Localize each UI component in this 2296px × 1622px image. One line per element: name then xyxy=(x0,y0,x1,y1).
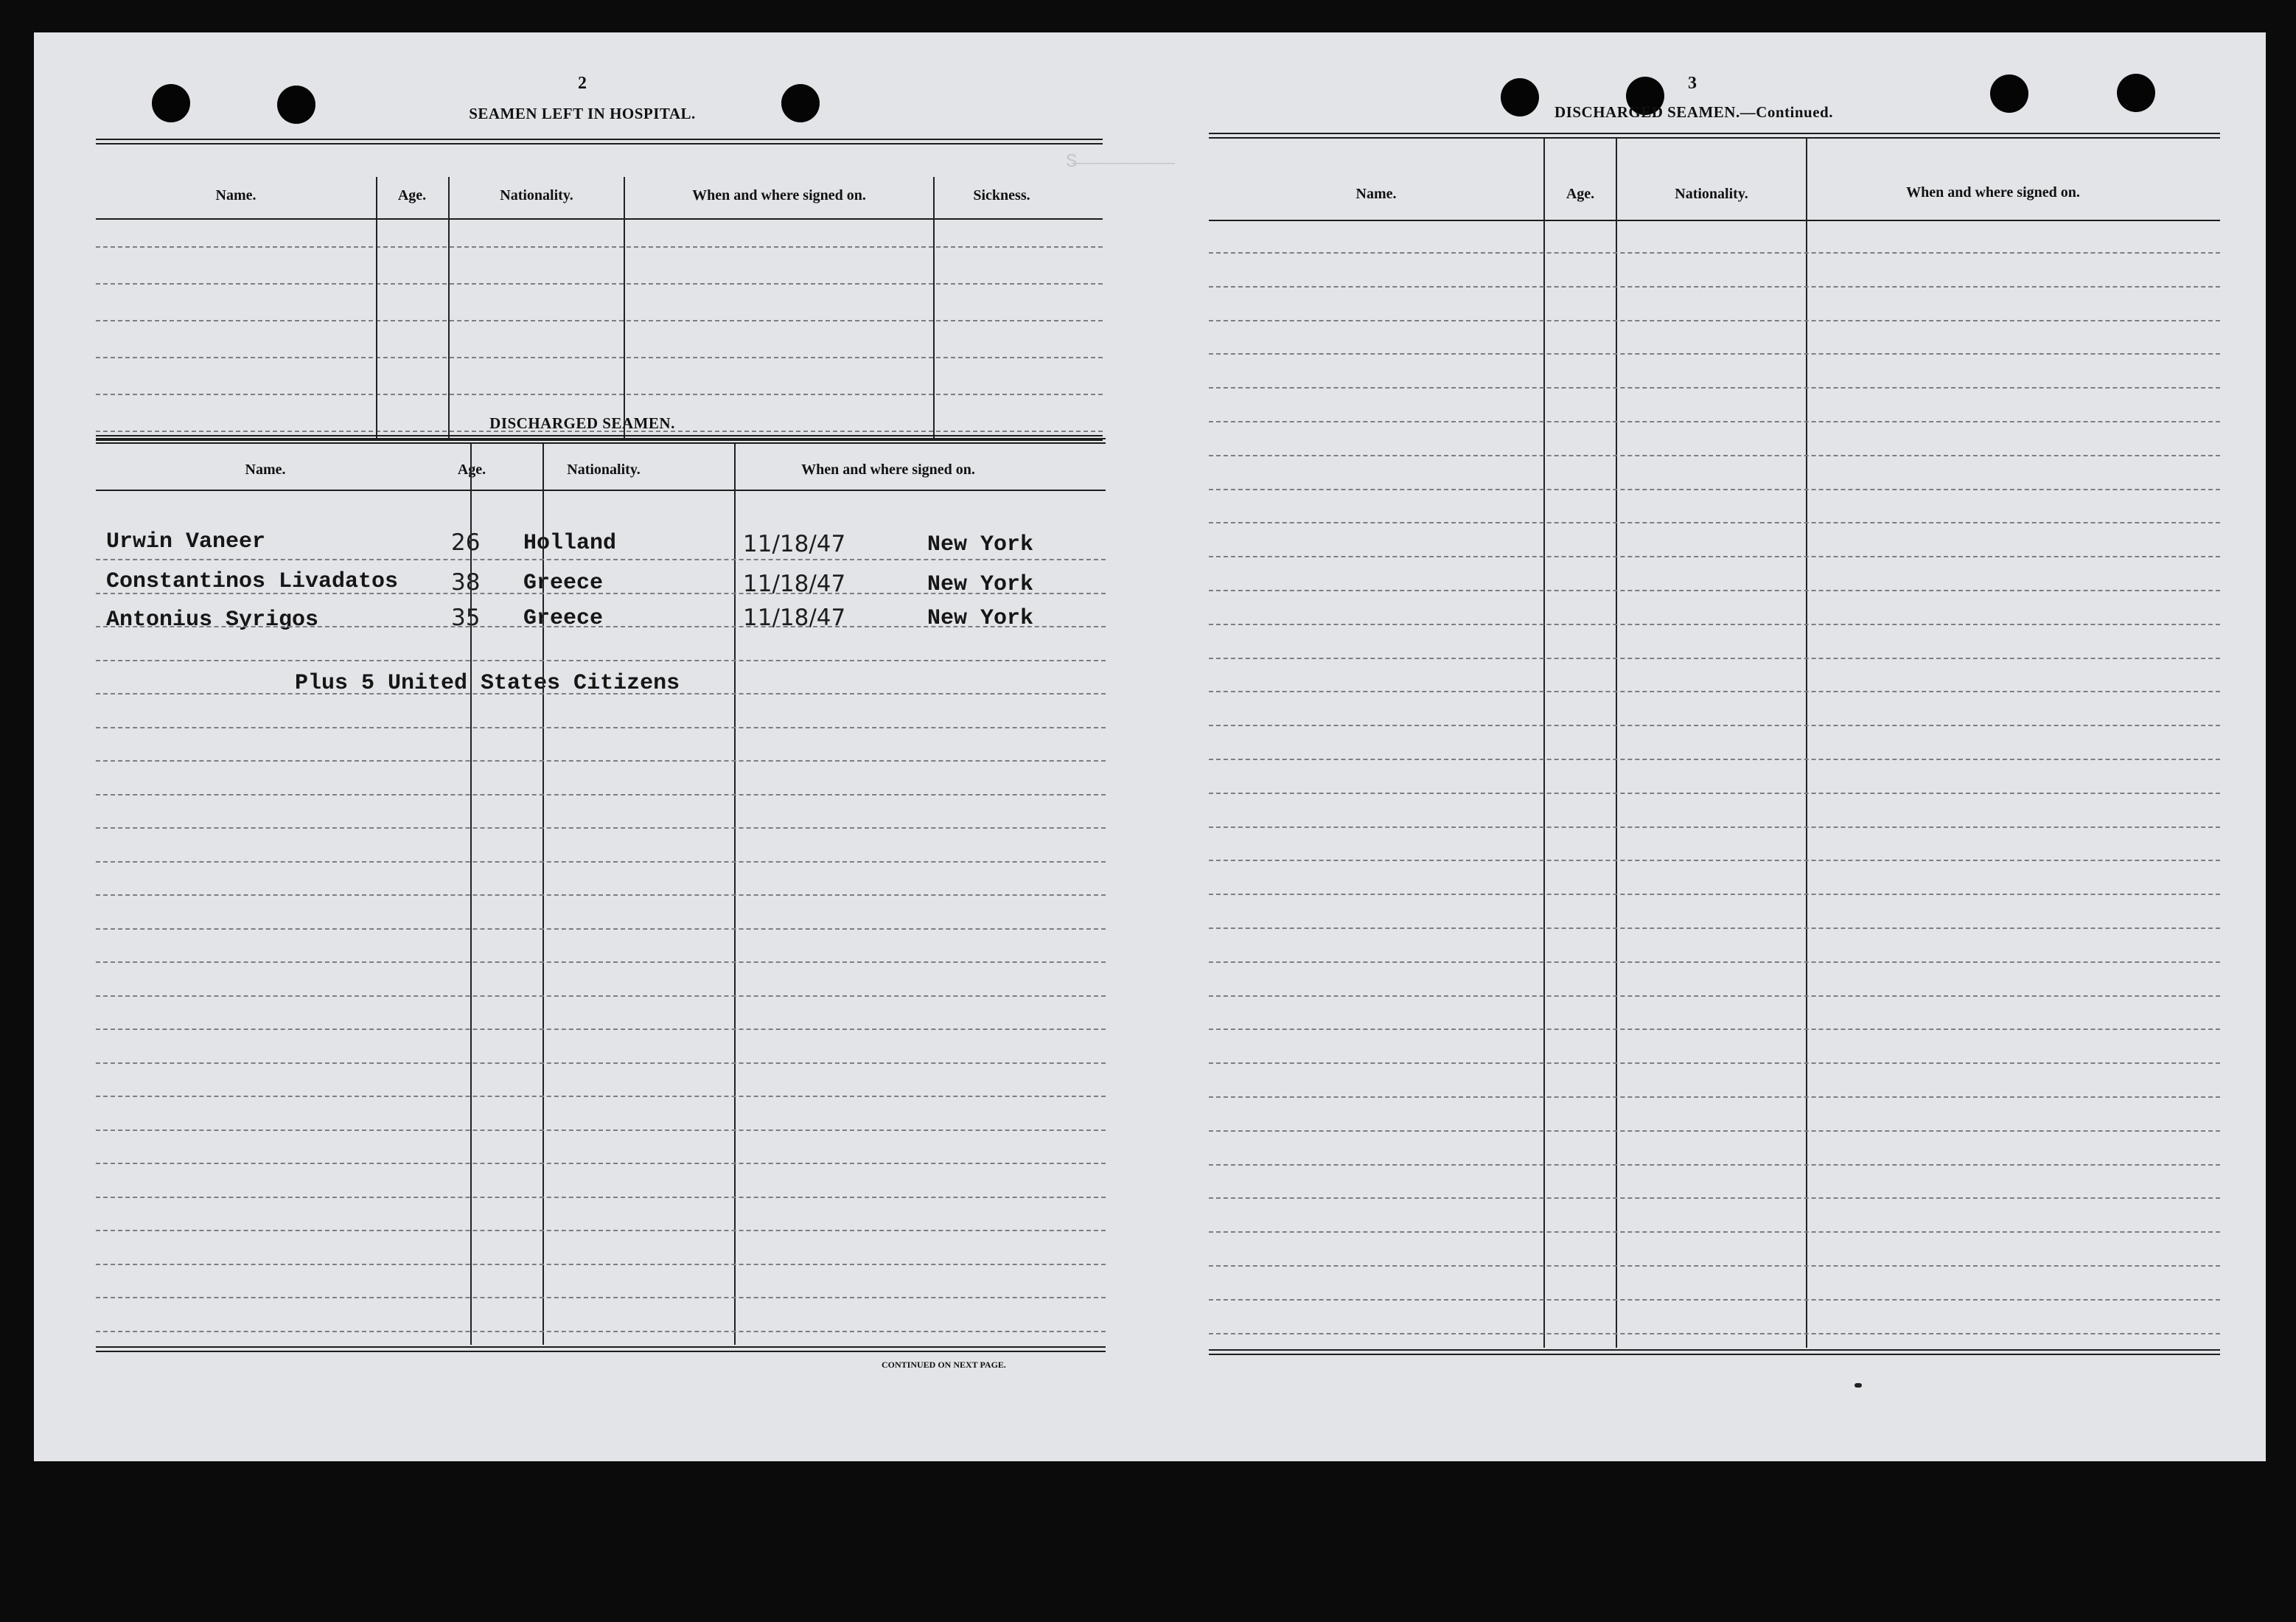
seaman-nationality: Greece xyxy=(523,571,604,596)
row-line xyxy=(1209,1299,2220,1301)
col-header-nationality: Nationality. xyxy=(567,462,641,478)
row-line xyxy=(96,961,1106,963)
row-line xyxy=(96,995,1106,997)
header-bottom-rule xyxy=(96,490,1106,491)
row-line xyxy=(1209,455,2220,456)
row-line xyxy=(96,1230,1106,1231)
col-header-signed-on: When and where signed on. xyxy=(692,187,866,203)
row-line xyxy=(96,1028,1106,1030)
column-divider xyxy=(624,177,625,439)
column-divider xyxy=(933,177,935,439)
discharged-section-title: DISCHARGED SEAMEN. xyxy=(489,414,675,432)
table-top-rule xyxy=(1209,133,2220,139)
signed-on-place: New York xyxy=(927,572,1034,597)
col-header-name: Name. xyxy=(245,462,286,478)
row-line xyxy=(1209,927,2220,929)
row-line xyxy=(1209,1197,2220,1199)
col-header-age: Age. xyxy=(1566,186,1595,202)
row-line xyxy=(96,727,1106,728)
punch-hole xyxy=(781,84,820,122)
row-line xyxy=(96,559,1106,560)
row-line xyxy=(96,660,1106,661)
manifest-sheet xyxy=(34,32,2266,1461)
row-line xyxy=(1209,1096,2220,1098)
row-line xyxy=(1209,759,2220,760)
row-line xyxy=(96,861,1106,863)
signed-on-date: 11/18/47 xyxy=(743,605,846,631)
table-top-rule xyxy=(96,438,1106,444)
continued-footer: CONTINUED ON NEXT PAGE. xyxy=(882,1360,1006,1370)
table-top-rule xyxy=(96,139,1103,145)
col-header-nationality: Nationality. xyxy=(500,187,573,203)
row-line xyxy=(96,246,1103,248)
citizens-note: Plus 5 United States Citizens xyxy=(295,671,680,696)
row-line xyxy=(96,626,1106,627)
col-header-signed-on: When and where signed on. xyxy=(1906,184,2080,201)
row-line xyxy=(96,1163,1106,1164)
row-line xyxy=(1209,860,2220,861)
row-line xyxy=(1209,387,2220,389)
row-line xyxy=(1209,1333,2220,1334)
col-header-sickness: Sickness. xyxy=(973,187,1030,203)
row-line xyxy=(96,928,1106,930)
row-line xyxy=(1209,1062,2220,1064)
row-line xyxy=(1209,725,2220,726)
row-line xyxy=(96,1297,1106,1298)
signed-on-date: 11/18/47 xyxy=(743,571,846,597)
punch-hole xyxy=(152,84,190,122)
discharged-continued-table xyxy=(1209,133,2220,1393)
row-line xyxy=(96,827,1106,829)
row-line xyxy=(96,1331,1106,1332)
discharged-table xyxy=(96,438,1106,1389)
signed-on-place: New York xyxy=(927,606,1034,631)
col-header-signed-on: When and where signed on. xyxy=(801,462,975,478)
row-line xyxy=(1209,1231,2220,1233)
row-line xyxy=(96,760,1106,762)
col-header-nationality: Nationality. xyxy=(1675,186,1748,202)
discharged-continued-title: DISCHARGED SEAMEN.—Continued. xyxy=(1554,103,1833,121)
row-line xyxy=(1209,793,2220,794)
page-number-right: 3 xyxy=(1688,74,1697,93)
row-line xyxy=(96,693,1106,695)
row-line xyxy=(96,357,1103,358)
seaman-name: Constantinos Livadatos xyxy=(106,569,399,594)
row-line xyxy=(1209,320,2220,321)
column-divider xyxy=(448,177,450,439)
page-number-left: 2 xyxy=(578,74,587,93)
seaman-age: 38 xyxy=(451,569,481,596)
bleed-through-text: S̶ ̶ ̶ ̶ ̶ ̶ ̶ ̶ ̶ xyxy=(1066,150,1170,173)
row-line xyxy=(1209,1265,2220,1267)
row-line xyxy=(1209,961,2220,963)
row-line xyxy=(1209,522,2220,523)
row-line xyxy=(96,593,1106,594)
col-header-name: Name. xyxy=(215,187,257,203)
hospital-table xyxy=(96,136,1103,445)
table-bottom-rule xyxy=(1209,1349,2220,1355)
header-bottom-rule xyxy=(96,218,1103,220)
row-line xyxy=(96,283,1103,285)
seaman-nationality: Holland xyxy=(523,531,617,556)
row-line xyxy=(1209,894,2220,895)
row-line xyxy=(1209,826,2220,828)
row-line xyxy=(1209,556,2220,557)
seaman-age: 35 xyxy=(451,605,481,631)
row-line xyxy=(1209,286,2220,288)
row-line xyxy=(96,1197,1106,1198)
row-line xyxy=(96,1062,1106,1064)
seaman-age: 26 xyxy=(451,529,481,556)
column-divider xyxy=(376,177,377,439)
col-header-age: Age. xyxy=(397,187,427,203)
row-line xyxy=(1209,995,2220,997)
hospital-section-title: SEAMEN LEFT IN HOSPITAL. xyxy=(469,105,696,122)
row-line xyxy=(96,794,1106,796)
header-bottom-rule xyxy=(1209,220,2220,221)
stray-mark xyxy=(1854,1383,1862,1388)
row-line xyxy=(96,394,1103,395)
col-header-age: Age. xyxy=(457,462,486,478)
row-line xyxy=(96,894,1106,896)
table-bottom-rule xyxy=(96,1346,1106,1352)
row-line xyxy=(96,320,1103,321)
signed-on-place: New York xyxy=(927,532,1034,557)
row-line xyxy=(1209,489,2220,490)
row-line xyxy=(96,1096,1106,1097)
seaman-name: Urwin Vaneer xyxy=(106,529,266,554)
row-line xyxy=(1209,1130,2220,1132)
signed-on-date: 11/18/47 xyxy=(743,531,846,557)
row-line xyxy=(1209,252,2220,254)
row-line xyxy=(96,1264,1106,1265)
row-line xyxy=(1209,353,2220,355)
punch-hole xyxy=(2117,74,2155,112)
punch-hole xyxy=(1990,74,2028,113)
row-line xyxy=(1209,658,2220,659)
col-header-name: Name. xyxy=(1355,186,1397,202)
row-line xyxy=(1209,421,2220,422)
punch-hole xyxy=(277,86,315,124)
row-line xyxy=(1209,624,2220,625)
row-line xyxy=(1209,1164,2220,1166)
row-line xyxy=(96,1130,1106,1131)
punch-hole xyxy=(1501,78,1539,116)
row-line xyxy=(1209,590,2220,591)
row-line xyxy=(1209,691,2220,692)
seaman-nationality: Greece xyxy=(523,606,604,631)
row-line xyxy=(1209,1028,2220,1030)
seaman-name: Antonius Syrigos xyxy=(106,608,319,633)
